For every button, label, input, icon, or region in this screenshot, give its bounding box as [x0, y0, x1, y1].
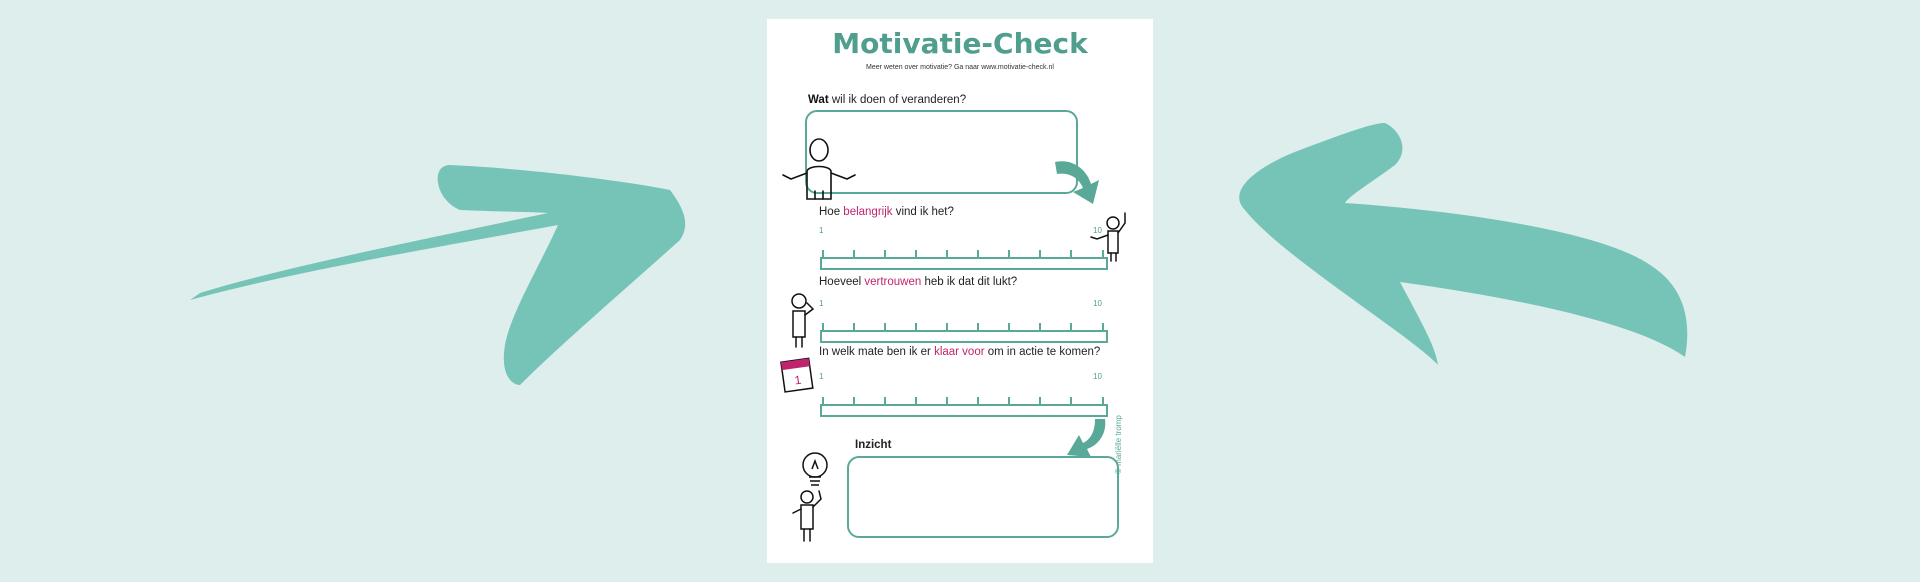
- scale-tick: [1039, 250, 1041, 257]
- question-confidence-before: Hoeveel: [819, 276, 865, 288]
- scale-tick: [977, 397, 979, 404]
- question-what: [808, 94, 966, 106]
- scale-tick: [915, 397, 917, 404]
- scale-tick: [1039, 397, 1041, 404]
- scale-tick: [1008, 397, 1010, 404]
- question-confidence: [819, 276, 1017, 288]
- scale-tick: [822, 323, 824, 330]
- scale-min-label: 1: [819, 226, 824, 235]
- idea-figure-icon: [787, 487, 831, 545]
- scale-tick: [884, 323, 886, 330]
- scale-tick: [1070, 323, 1072, 330]
- question-confidence-after: heb ik dat dit lukt?: [921, 276, 1018, 288]
- question-readiness: [819, 346, 1100, 358]
- scale-tick: [915, 250, 917, 257]
- scale-tick: [884, 250, 886, 257]
- scale-min-label: 1: [819, 372, 824, 381]
- confidence-scale[interactable]: [820, 330, 1108, 343]
- worksheet: [767, 19, 1153, 563]
- thinking-figure-icon: [779, 289, 819, 351]
- left-arrow-icon: [190, 165, 685, 385]
- scale-tick: [977, 250, 979, 257]
- scale-tick: [1008, 323, 1010, 330]
- page-title: Motivatie-Check: [832, 27, 1088, 60]
- scale-tick: [915, 323, 917, 330]
- scale-tick: [946, 397, 948, 404]
- question-what-bold: Wat: [808, 94, 829, 106]
- scale-tick: [822, 250, 824, 257]
- question-importance: [819, 206, 954, 218]
- answer-box-insight[interactable]: [847, 456, 1119, 538]
- curved-arrow-icon: [1055, 154, 1105, 204]
- question-importance-after: vind ik het?: [892, 206, 954, 218]
- question-importance-before: Hoe: [819, 206, 844, 218]
- question-readiness-before: In welk mate ben ik er: [819, 346, 935, 358]
- scale-tick: [1070, 397, 1072, 404]
- insight-label: Inzicht: [855, 439, 892, 451]
- highlight-klaar-voor: klaar voor: [934, 346, 985, 358]
- question-what-text: wil ik doen of veranderen?: [828, 94, 967, 106]
- credit-text: © mariëlle tromp: [1114, 415, 1123, 474]
- scale-min-label: 1: [819, 299, 824, 308]
- right-arrow-icon: [1239, 123, 1687, 365]
- importance-scale[interactable]: [820, 257, 1108, 270]
- scale-max-label: 10: [1093, 226, 1102, 235]
- lightbulb-icon: [797, 449, 833, 489]
- readiness-scale[interactable]: [820, 404, 1108, 417]
- scale-tick: [1039, 323, 1041, 330]
- scale-tick: [822, 397, 824, 404]
- highlight-belangrijk: belangrijk: [843, 206, 893, 218]
- scale-max-label: 10: [1093, 372, 1102, 381]
- scale-tick: [853, 323, 855, 330]
- calendar-day: 1: [793, 372, 803, 388]
- scale-tick: [853, 397, 855, 404]
- scale-tick: [1102, 397, 1104, 404]
- waving-figure-icon: [1089, 209, 1134, 269]
- scale-tick: [884, 397, 886, 404]
- highlight-vertrouwen: vertrouwen: [864, 276, 922, 288]
- scale-max-label: 10: [1093, 299, 1102, 308]
- scale-tick: [853, 250, 855, 257]
- shrug-figure-icon: [779, 137, 859, 207]
- calendar-icon: [779, 356, 817, 396]
- scale-tick: [977, 323, 979, 330]
- page-subtitle: Meer weten over motivatie? Ga naar www.motivatie-check.nl: [866, 64, 1054, 71]
- scale-tick: [1102, 323, 1104, 330]
- scale-tick: [1070, 250, 1072, 257]
- question-readiness-after: om in actie te komen?: [984, 346, 1101, 358]
- scale-tick: [946, 323, 948, 330]
- scale-tick: [946, 250, 948, 257]
- scale-tick: [1008, 250, 1010, 257]
